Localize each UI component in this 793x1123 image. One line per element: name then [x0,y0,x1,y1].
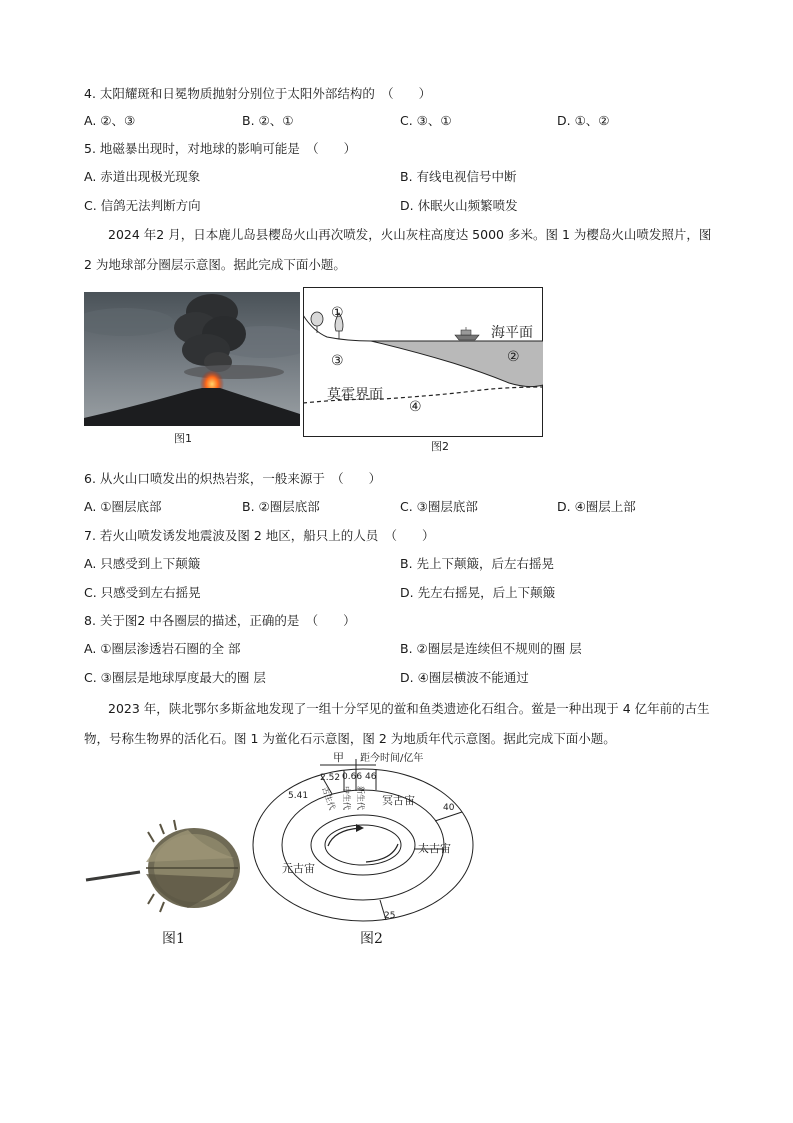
q7-option-d[interactable]: D. 先左右摇晃，后上下颠簸 [400,585,556,600]
archean-label: 太古宙 [418,842,451,855]
q4-option-b[interactable]: B. ②、① [242,113,294,128]
q6-option-c[interactable]: C. ③圈层底部 [400,499,478,514]
q6-option-b[interactable]: B. ②圈层底部 [242,499,320,514]
sea-level-label: 海平面 [491,325,533,341]
proterozoic-label: 元古宙 [282,862,315,875]
fig1-caption: 图1 [174,432,192,445]
earth-layers-diagram [303,287,543,437]
q6-option-a[interactable]: A. ①圈层底部 [84,499,162,514]
q8-option-a[interactable]: A. ①圈层渗透岩石圈的全 部 [84,641,241,656]
jia-label: 甲 [333,751,344,764]
layer-2-label: ② [507,349,520,365]
layer-1-label: ① [331,305,344,321]
q6-stem: 6. 从火山口喷发出的炽热岩浆，一般来源于 （ ） [84,471,382,486]
geologic-time-diagram [250,748,480,928]
q5-option-a[interactable]: A. 赤道出现极光现象 [84,169,201,184]
q4-option-c[interactable]: C. ③、① [400,113,452,128]
volcano-photo-graphic [84,292,300,426]
time-axis-label: 距今时间/亿年 [360,753,424,764]
paleozoic-label: 古生代 [320,785,337,812]
q5-option-d[interactable]: D. 休眠火山频繁喷发 [400,198,518,213]
q8-stem: 8. 关于图2 中各圈层的描述，正确的是 （ ） [84,613,356,628]
q7-stem: 7. 若火山喷发诱发地震波及图 2 地区，船只上的人员 （ ） [84,528,435,543]
label-25: 25 [384,911,396,921]
layer-3-label: ③ [331,353,344,369]
q4-option-d[interactable]: D. ①、② [557,113,610,128]
geologic-time-graphic [250,748,480,928]
horseshoe-crab-graphic [84,818,244,918]
mesozoic-label: 中生代 [342,786,351,810]
moho-label: 莫霍界面 [327,387,383,403]
label-40: 40 [443,803,455,813]
q4-option-a[interactable]: A. ②、③ [84,113,136,128]
label-541: 5.41 [288,791,309,801]
q7-option-b[interactable]: B. 先上下颠簸，后左右摇晃 [400,556,555,571]
q6-option-d[interactable]: D. ④圈层上部 [557,499,636,514]
label-252: 2.52 [320,773,341,783]
q5-option-b[interactable]: B. 有线电视信号中断 [400,169,517,184]
q8-option-b[interactable]: B. ②圈层是连续但不规则的圈 层 [400,641,582,656]
q5-option-c[interactable]: C. 信鸽无法判断方向 [84,198,201,213]
fossil-fig2-caption: 图2 [360,931,383,947]
layer-4-label: ④ [409,399,422,415]
label-066: 0.66 [342,772,363,782]
label-46: 46 [365,772,377,782]
volcano-photo [84,292,300,426]
q8-option-d[interactable]: D. ④圈层横波不能通过 [400,670,529,685]
passage-volcano: 2024 年2 月，日本鹿儿岛县樱岛火山再次喷发，火山灰柱高度达 5000 多米。图 1 为樱岛火山喷发照片，图 2 为地球部分圈层示意图。据此完成下面小题。 [84,227,712,272]
fossil-fig1-caption: 图1 [162,931,185,947]
passage-fossil: 2023 年，陕北鄂尔多斯盆地发现了一组十分罕见的鲎和鱼类遗迹化石组合。鲎是一种出现于 4 亿年前的古生物，号称生物界的活化石。图 1 为鲎化石示意图，图 2 为地质年代示意图。据此完成下面小题。 [84,701,710,746]
fig2-caption: 图2 [431,440,449,453]
earth-layers-graphic [303,287,543,437]
q7-option-a[interactable]: A. 只感受到上下颠簸 [84,556,201,571]
horseshoe-crab-image [84,818,244,918]
cenozoic-label: 新生代 [356,786,365,810]
q5-stem: 5. 地磁暴出现时，对地球的影响可能是 （ ） [84,141,357,156]
q4-stem: 4. 太阳耀斑和日冕物质抛射分别位于太阳外部结构的 （ ） [84,86,432,101]
hadean-label: 冥古宙 [382,794,415,807]
q7-option-c[interactable]: C. 只感受到左右摇晃 [84,585,201,600]
q8-option-c[interactable]: C. ③圈层是地球厚度最大的圈 层 [84,670,266,685]
